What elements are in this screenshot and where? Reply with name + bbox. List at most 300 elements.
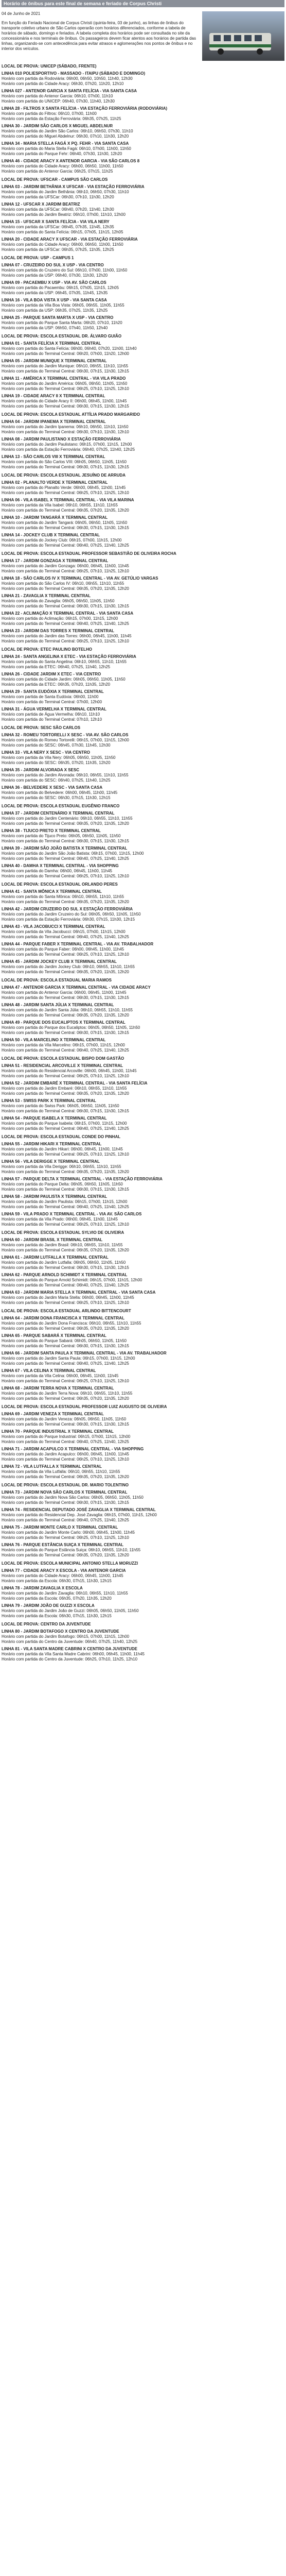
- bus-line: [2, 280, 284, 296]
- schedule-row: Horário com partida do Terminal Central: 06h30, 07h10, 11h30, 12h10: [2, 430, 129, 434]
- bus-line: [2, 141, 284, 157]
- bus-line: [2, 1568, 284, 1584]
- schedule-row: Horário com partida do Terminal Central: 06h25, 07h10, 11h25, 12h10: [2, 1379, 129, 1383]
- section-title: LOCAL DE PROVA: UNICEP (SÁBADO, FRENTE): [2, 64, 97, 69]
- bus-line: [2, 1038, 284, 1053]
- schedule-row: Horário com partida do Parque Isabela: 06h15, 07h00, 11h15, 12h00: [2, 1121, 127, 1126]
- bus-line-name: LINHA 29 - SANTA EUDÓXIA X TERMINAL CENTRAL: [2, 689, 104, 694]
- bus-line: [2, 750, 284, 766]
- bus-wheel: [257, 48, 263, 55]
- bus-wheel: [218, 48, 224, 55]
- bus-line: [2, 907, 284, 922]
- schedule-row: Horário com partida do Jardim Veneza: 06h05, 06h50, 11h05, 11h50: [2, 1417, 127, 1421]
- bus-line: [2, 1490, 284, 1505]
- schedule-row: Horário com partida do Terminal Central: 06h25, 07h10, 11h25, 12h10: [2, 639, 129, 643]
- schedule-row: Horário com partida do Miguel Abdelnur: 06h30, 07h10, 11h30, 12h20: [2, 134, 129, 139]
- bus-line-name: LINHA 44 - PARQUE FABER X TERMINAL CENTRAL - VIA AV. TRABALHADOR: [2, 942, 154, 946]
- schedule-row: Horário com partida do Parque Faber: 06h00, 06h45, 11h00, 11h45: [2, 947, 124, 952]
- schedule-row: Horário com partida do Jardim Santa Júlia: 06h10, 06h55, 11h10, 11h55: [2, 1008, 133, 1012]
- bus-line-name: LINHA 66 - JARDIM SANTA PAULA X TERMINAL CENTRAL - VIA AV. TRABALHADOR: [2, 1351, 167, 1355]
- bus-line-name: LINHA 39 - JARDIM SÃO JOÃO BATISTA X TERMINAL CENTRAL: [2, 846, 128, 851]
- schedule-row: Horário com partida do Planalto Verde: 06h00, 06h45, 11h00, 11h45: [2, 485, 126, 490]
- schedule-row: Horário com partida da Estação Ferroviária: 06h40, 07h25, 11h40, 12h25: [2, 447, 135, 452]
- bus-line-name: LINHA 07 - CRUZEIRO DO SUL X USP - VIA CENTRO: [2, 263, 104, 267]
- schedule-row: Horário com partida do Cidade Jardim: 06h05, 06h50, 11h05, 11h50: [2, 677, 126, 682]
- bus-line: [2, 480, 284, 496]
- bus-line-name: LINHA 49 - PARQUE DOS EUCALIPTOS X TERMINAL CENTRAL: [2, 1020, 126, 1025]
- schedule-row: Horário com partida do Jardim São Carlos: 06h10, 06h50, 07h30, 11h10: [2, 129, 133, 133]
- bus-line: [2, 341, 284, 357]
- bus-line: [2, 202, 284, 217]
- bus-line: [2, 828, 284, 844]
- schedule-row: Horário com partida da Vila Isabel: 06h10, 06h55, 11h10, 11h55: [2, 503, 118, 507]
- bus-line-name: LINHA 027 - ANTENOR GARCIA X SANTA FELÍCIA - VIA SANTA CASA: [2, 89, 137, 93]
- schedule-row: Horário com partida do Jardim Embaré: 06h10, 06h55, 11h10, 11h55: [2, 1086, 127, 1091]
- schedule-row: Horário com partida do Parque Industrial: 06h15, 07h00, 11h15, 12h00: [2, 1434, 131, 1439]
- schedule-row: Horário com partida do Terminal Central: 06h30, 07h15, 11h30, 12h15: [2, 1265, 129, 1270]
- section-title: LOCAL DE PROVA: ETEC PAULINO BOTELHO: [2, 647, 93, 652]
- bus-window: [244, 35, 252, 41]
- schedule-row: Horário com partida do Jardim Bethânia: 06h10, 06h50, 07h30, 11h10: [2, 190, 129, 194]
- bus-line: [2, 454, 284, 470]
- schedule-row: Horário com partida do SESC: 06h45, 07h30, 11h45, 12h30: [2, 743, 111, 748]
- bus-line: [2, 1464, 284, 1480]
- bus-line-name: LINHA 12 - UFSCAR X JARDIM BEATRIZ: [2, 202, 80, 207]
- bus-line: [2, 359, 284, 374]
- bus-line-name: LINHA 13 - SÃO CARLOS VIII X TERMINAL CENTRAL: [2, 454, 105, 459]
- schedule-row: Horário com partida do Terminal Central: 06h35, 07h20, 11h35, 12h20: [2, 1248, 129, 1252]
- schedule-row: Horário com partida do Terminal Central: 06h30, 07h15, 11h30, 12h15: [2, 1030, 129, 1035]
- intro-paragraph: Em função do Feriado Nacional de Corpus Christi (quinta-feira, 03 de junho), as linhas de ônibus do transporte coletivo urbano de São Carlos operarão com horários diferenciados, conforme a tabela de horários de sábado, domingo e feriados. A tabela completa dos horários pode ser consultada no site da concessionária e nos terminais de ônibus. Os passageiros devem ficar atentos aos horários de partida das linhas, organizando-se com antecedência para evitar atrasos e aglomerações nos pontos de ônibus e no interior dos veículos.: [2, 21, 196, 51]
- schedule-row: Horário com partida do Jardim Munique: 06h10, 06h55, 11h10, 11h55: [2, 364, 129, 368]
- bus-line-name: LINHA 57 - PARQUE DELTA X TERMINAL CENTRAL - VIA ESTAÇÃO FERROVIÁRIA: [2, 1177, 163, 1181]
- schedule-row: Horário com partida do Terminal Central: 07h10, 12h10: [2, 717, 102, 722]
- schedule-row: Horário com partida do Terminal Central: 06h40, 07h25, 11h40, 12h25: [2, 1048, 129, 1053]
- schedule-row: Horário com partida do Terminal Central: 06h40, 07h25, 11h40, 12h25: [2, 1361, 129, 1366]
- bus-line: [2, 576, 284, 591]
- schedule-row: Horário com partida do Jardim Jockey Club: 06h10, 06h55, 11h10, 11h55: [2, 964, 135, 969]
- schedule-row: Horário com partida do Terminal Central: 06h30, 07h15, 11h30, 12h15: [2, 1109, 129, 1113]
- bus-line: [2, 924, 284, 940]
- schedule-row: Horário com partida do Jardim Dona Francisca: 06h10, 06h55, 11h10, 11h55: [2, 1321, 141, 1326]
- bus-line-name: LINHA 24 - SANTA ANGELINA X ETEC - VIA ESTAÇÃO FERROVIÁRIA: [2, 654, 136, 659]
- bus-line: [2, 985, 284, 1001]
- bus-line: [2, 1412, 284, 1427]
- schedule-row: Horário com partida do Parque Estância Suiça: 06h10, 06h55, 11h10, 11h55: [2, 1548, 141, 1552]
- bus-line: [2, 1142, 284, 1157]
- schedule-row: Horário com partida do UNICEP: 06h40, 07h30, 11h40, 12h30: [2, 99, 115, 104]
- schedule-row: Horário com partida do Santa Felícia: 06h15, 07h05, 11h15, 12h05: [2, 230, 123, 234]
- bus-line: [2, 1290, 284, 1306]
- bus-line: [2, 376, 284, 392]
- schedule-row: Horário com partida do Jardim Santa Paula: 06h15, 07h00, 11h15, 12h00: [2, 1356, 135, 1361]
- schedule-row: Horário com partida do Terminal Central: 06h35, 07h20, 11h35, 12h20: [2, 1396, 129, 1401]
- bus-line: [2, 159, 284, 174]
- schedule-row: Horário com partida do Swiss Park: 06h05, 06h50, 11h05, 11h50: [2, 1104, 119, 1108]
- schedule-row: Horário com partida da USP: 06h45, 07h35, 11h45, 12h35: [2, 291, 108, 295]
- bus-line: [2, 437, 284, 452]
- schedule-row: Horário com partida do Parque Fehr: 06h40, 07h30, 11h30, 12h20: [2, 151, 122, 156]
- schedule-row: Horário com partida do Terminal Central: 06h20, 07h00, 11h20, 12h00: [2, 351, 129, 356]
- schedule-row: Horário com partida da USP: 06h40, 07h30, 11h30, 12h20: [2, 273, 108, 278]
- section-title: LOCAL DE PROVA: SESC SÃO CARLOS: [2, 725, 81, 730]
- schedule-row: Horário com partida do Cidade Aracy: 06h30, 07h20, 11h20, 12h10: [2, 81, 124, 86]
- bus-line: [2, 1194, 284, 1210]
- bus-line: [2, 498, 284, 513]
- bus-line: [2, 959, 284, 975]
- schedule-row: Horário com partida do Terminal Central: 06h40, 07h25, 11h40, 12h25: [2, 1439, 129, 1444]
- bus-line: [2, 1507, 284, 1523]
- schedule-row: Horário com partida do Jardim América: 06h05, 06h50, 11h05, 11h50: [2, 381, 128, 386]
- schedule-row: Horário com partida do Terminal Central: 06h30, 07h15, 11h30, 12h15: [2, 1422, 129, 1427]
- bus-line-name: LINHA 42 - JARDIM CRUZEIRO DO SUL X ESTAÇÃO FERROVIÁRIA: [2, 907, 133, 911]
- schedule-row: Horário com partida do Terminal Central: 06h25, 07h10, 11h25, 12h10: [2, 1222, 129, 1227]
- bus-line-name: LINHA 37 - JARDIM CENTENÁRIO X TERMINAL CENTRAL: [2, 811, 115, 816]
- schedule-row: Horário com partida do Jardim Zavaglia: 06h10, 06h55, 11h10, 11h55: [2, 1591, 128, 1596]
- bus-line-name: LINHA 16 - VILA BOA VISTA X USP - VIA SANTA CASA: [2, 298, 107, 302]
- bus-line: [2, 1447, 284, 1462]
- schedule-row: Horário com partida do Terminal Central: 06h25, 07h10, 11h25, 12h10: [2, 874, 129, 878]
- schedule-row: Horário com partida do Jardim Hikari: 06h00, 06h45, 11h00, 11h45: [2, 1147, 123, 1151]
- section-title: LOCAL DE PROVA: ESCOLA ESTADUAL CONDE DO PINHAL: [2, 1134, 121, 1139]
- bus-line: [2, 1603, 284, 1619]
- schedule-row: Horário com partida do Residencial Dep. José Zavaglia: 06h15, 07h00, 11h15, 12h00: [2, 1513, 157, 1517]
- bus-line: [2, 1003, 284, 1018]
- schedule-row: Horário com partida da ETEC: 06h35, 07h20, 11h35, 12h20: [2, 682, 111, 687]
- bus-line-name: LINHA 35 - JARDIM ALVORADA X SESC: [2, 768, 79, 772]
- bus-line-name: LINHA 74 - RESIDENCIAL DEPUTADO JOSÉ ZAVAGLIA X TERMINAL CENTRAL: [2, 1507, 156, 1512]
- bus-line: [2, 1159, 284, 1175]
- bus-line-name: LINHA 15 - UFSCAR X SANTA FELÍCIA - VIA VILA NERY: [2, 219, 110, 224]
- schedule-row: Horário com partida do Terminal Central: 06h40, 07h25, 11h40, 12h25: [2, 1205, 129, 1209]
- bus-line-name: LINHA 53 - SWISS PARK X TERMINAL CENTRAL: [2, 1098, 96, 1103]
- schedule-row: Horário com partida da USP: 06h35, 07h25, 11h35, 12h25: [2, 308, 108, 313]
- schedule-row: Horário com partida do Terminal Central: 06h30, 07h15, 11h30, 12h15: [2, 995, 129, 1000]
- schedule-row: Horário com partida do Terminal Central: 06h40, 07h25, 11h40, 12h25: [2, 543, 129, 548]
- schedule-row: Horário com partida do Zavaglia: 06h05, 06h50, 11h05, 11h50: [2, 599, 115, 603]
- bus-line-name: LINHA 08 - JARDIM PAULISTANO X ESTAÇÃO FERROVIÁRIA: [2, 437, 121, 442]
- schedule-row: Horário com partida do Terminal Central: 06h25, 07h10, 11h25, 12h10: [2, 1457, 129, 1462]
- bus-line-name: LINHA 10 - JARDIM TANGARÁ X TERMINAL CENTRAL: [2, 515, 108, 520]
- schedule-row: Horário com partida do Jardim Lutfalla: 06h05, 06h50, 11h05, 11h50: [2, 1260, 126, 1265]
- bus-line-name: LINHA 51 - RESIDENCIAL ARCOVILLE X TERMINAL CENTRAL: [2, 1063, 123, 1068]
- bus-line-name: LINHA 41 - SANTA MÔNICA X TERMINAL CENTRAL: [2, 889, 102, 894]
- schedule-row: Horário com partida do SESC: 06h40, 07h25, 11h40, 12h25: [2, 778, 111, 783]
- bus-line-name: LINHA 45 - JARDIM JOCKEY CLUB X TERMINAL CENTRAL: [2, 959, 117, 964]
- schedule-row: Horário com partida do Parque Sabará: 06h05, 06h50, 11h05, 11h50: [2, 1338, 127, 1343]
- bus-line-name: LINHA 23 - JARDIM DAS TORRES X TERMINAL CENTRAL: [2, 629, 114, 633]
- bus-line: [2, 1081, 284, 1096]
- bus-line-name: LINHA 46 - CIDADE ARACY X ANTENOR GARCIA - VIA SÃO CARLOS 8: [2, 159, 140, 163]
- section-title: LOCAL DE PROVA: ESCOLA ESTADUAL MARIA RAMOS: [2, 978, 112, 982]
- bus-line: [2, 89, 284, 104]
- bus-line: [2, 863, 284, 879]
- schedule-row: Horário com partida do Terminal Central: 06h35, 07h20, 11h35, 12h20: [2, 1013, 129, 1018]
- schedule-row: Horário com partida do Jardim das Torres: 06h00, 06h45, 11h00, 11h45: [2, 634, 132, 638]
- schedule-row: Horário com partida do Jardim Centenário: 06h10, 06h55, 11h10, 11h55: [2, 816, 133, 821]
- schedule-row: Horário com partida da UFSCar: 06h40, 07h20, 11h40, 12h30: [2, 207, 114, 212]
- page-title: Horário de ônibus para este final de semana e feriado de Corpus Christi: [2, 0, 284, 7]
- schedule-row: Horário com partida do Terminal Central: 06h30, 07h15, 11h30, 12h15: [2, 465, 129, 469]
- bus-line-name: LINHA 54 - PARQUE ISABELA X TERMINAL CENTRAL: [2, 1116, 107, 1121]
- bus-line-name: LINHA 26 - CIDADE JARDIM X ETEC - VIA CENTRO: [2, 672, 101, 676]
- schedule-row: Horário com partida do Terminal Central: 06h30, 07h15, 11h30, 12h15: [2, 839, 129, 843]
- section-title: LOCAL DE PROVA: ESCOLA ESTADUAL ATTÍLIA PRADO MARGARIDO: [2, 412, 140, 417]
- schedule-row: Horário com partida do Terminal Central: 06h35, 07h20, 11h35, 12h20: [2, 1553, 129, 1557]
- schedule-row: Horário com partida da Escola: 06h35, 07h20, 11h35, 12h20: [2, 1596, 112, 1601]
- bus-line: [2, 811, 284, 826]
- bus-line-name: LINHA 72 - VILA LUTFALLA X TERMINAL CENTRAL: [2, 1464, 102, 1469]
- section-title: LOCAL DE PROVA: ESCOLA MUNICIPAL ANTONIO STELLA MORUZZI: [2, 1561, 138, 1566]
- bus-line-name: LINHA 06 - VILA ISABEL X TERMINAL CENTRAL - VIA VILA MARINA: [2, 498, 134, 502]
- schedule-row: Horário com partida do Belvedere: 06h00, 06h45, 11h00, 11h45: [2, 790, 118, 795]
- schedule-row: Horário com partida do Centro da Juventude: 06h40, 07h25, 11h40, 12h25: [2, 1639, 138, 1644]
- bus-line: [2, 1273, 284, 1288]
- schedule-row: Horário com partida do Terminal Central: 06h25, 07h10, 11h25, 12h10: [2, 1300, 129, 1305]
- schedule-row: Horário com partida da Estação Ferroviária: 06h30, 07h15, 11h30, 12h15: [2, 917, 135, 922]
- schedule-row: Horário com partida do Jardim Botafogo: 06h15, 07h00, 11h15, 12h00: [2, 1634, 130, 1639]
- bus-line: [2, 1333, 284, 1349]
- bus-line: [2, 942, 284, 957]
- schedule-row: Horário com partida do Terminal Central: 06h35, 07h20, 11h35, 12h20: [2, 1091, 129, 1096]
- bus-line-name: LINHA 64 - JARDIM DONA FRANCISCA X TERMINAL CENTRAL: [2, 1316, 124, 1320]
- schedule-row: Horário com partida do SESC: 06h35, 07h20, 11h35, 12h20: [2, 760, 111, 765]
- bus-line: [2, 219, 284, 235]
- bus-line: [2, 1116, 284, 1131]
- bus-line: [2, 1525, 284, 1540]
- schedule-row: Horário com partida do Damha: 06h00, 06h45, 11h00, 11h45: [2, 869, 112, 873]
- bus-line-name: LINHA 59 - VILA PRADO X TERMINAL CENTRAL - VIA AV. SÃO CARLOS: [2, 1212, 142, 1216]
- bus-line-name: LINHA 32 - ROMEU TORTORELLI X SESC - VIA AV. SÃO CARLOS: [2, 733, 129, 737]
- section-title: LOCAL DE PROVA: UFSCAR - CAMPUS SÃO CARLOS: [2, 177, 108, 182]
- bus-line: [2, 1629, 284, 1645]
- schedule-row: Horário com partida da Vila Santa Madre Cabrini: 06h00, 06h45, 11h00, 11h45: [2, 1652, 145, 1656]
- schedule-row: Horário com partida do Terminal Central: 06h35, 07h20, 11h35, 12h20: [2, 586, 129, 591]
- schedule-row: Horário com partida do Tijuco Preto: 06h05, 06h50, 11h05, 11h50: [2, 834, 121, 838]
- schedule-row: Horário com partida do Terminal Central: 06h30, 07h15, 11h30, 12h15: [2, 604, 129, 608]
- schedule-row: Horário com partida do Cidade Aracy: 06h00, 06h50, 11h00, 11h50: [2, 164, 123, 168]
- bus-line-name: LINHA 010 POLIESPORTIVO - MASSADO - ITAIPU (SÁBADO E DOMINGO): [2, 71, 146, 76]
- bus-line: [2, 1351, 284, 1366]
- bus-line-name: LINHA 21 - ZAVAGLIA X TERMINAL CENTRAL: [2, 594, 91, 598]
- schedule-row: Horário com partida do Maria Stella Fagá: 06h10, 07h00, 11h00, 11h50: [2, 146, 131, 151]
- schedule-row: Horário com partida do Jockey Club: 06h15, 07h00, 11h15, 12h00: [2, 538, 122, 543]
- bus-line-name: LINHA 03 - JARDIM BETHÂNIA X UFSCAR - VIA ESTAÇÃO FERROVIÁRIA: [2, 184, 145, 189]
- schedule-row: Horário com partida do Terminal Central: 06h35, 07h20, 11h35, 12h20: [2, 508, 129, 513]
- schedule-row: Horário com partida do Terminal Central: 06h35, 07h20, 11h35, 12h20: [2, 821, 129, 826]
- section-title: LOCAL DE PROVA: ESCOLA ESTADUAL DR. ÁLVARO GUIÃO: [2, 334, 122, 338]
- schedule-row: Horário com partida da Vila Marcelino: 06h15, 07h00, 11h15, 12h00: [2, 1043, 125, 1047]
- schedule-row: Horário com partida do São Carlos VIII: 06h05, 06h50, 11h05, 11h50: [2, 460, 127, 464]
- schedule-row: Horário com partida do Terminal Central: 06h25, 07h10, 11h25, 12h10: [2, 569, 129, 573]
- bus-line-name: LINHA 61 - JARDIM LUTFALLA X TERMINAL CENTRAL: [2, 1255, 109, 1260]
- schedule-row: Horário com partida do Terminal Central: 07h00, 12h00: [2, 700, 102, 704]
- schedule-row: Horário com partida do Terminal Central: 06h30, 07h15, 11h30, 12h15: [2, 369, 129, 374]
- bus-line: [2, 1098, 284, 1114]
- schedule-row: Horário com partida do Cidade Aracy: 06h00, 06h45, 11h00, 11h45: [2, 1573, 123, 1578]
- bus-window: [234, 35, 241, 41]
- schedule-row: Horário com partida do Parque Arnold Schimidt: 06h15, 07h00, 11h15, 12h00: [2, 1278, 142, 1282]
- bus-line-name: LINHA 65 - PARQUE SABARÁ X TERMINAL CENTRAL: [2, 1333, 106, 1338]
- schedule-row: Horário com partida do Jardim Brasil: 06h10, 06h55, 11h10, 11h55: [2, 1243, 123, 1247]
- schedule-row: Horário com partida do Cidade Aracy: 06h00, 06h50, 11h00, 11h50: [2, 242, 123, 247]
- schedule-row: Horário com partida do Terminal Central: 06h25, 07h10, 11h25, 12h10: [2, 490, 129, 495]
- schedule-row: Horário com partida do Terminal Central: 06h35, 07h20, 11h35, 12h20: [2, 1326, 129, 1331]
- bus-line: [2, 184, 284, 200]
- bus-line-name: LINHA 20 - CIDADE ARACY X UFSCAR - VIA ESTAÇÃO FERROVIÁRIA: [2, 237, 138, 242]
- bus-line: [2, 689, 284, 705]
- bus-line-name: LINHA 81 - VILA SANTA MADRE CABRINI X CENTRO DA JUVENTUDE: [2, 1647, 138, 1651]
- bus-line-name: LINHA 30 - JARDIM SÃO CARLOS X MIGUEL ABDELNUR: [2, 124, 113, 128]
- bus-line: [2, 1368, 284, 1384]
- bus-line-name: LINHA 19 - CIDADE ARACY II X TERMINAL CENTRAL: [2, 394, 105, 398]
- bus-line: [2, 237, 284, 252]
- schedule-row: Horário com partida do Terminal Central: 06h30, 07h15, 11h30, 12h15: [2, 1344, 129, 1348]
- bus-line-name: LINHA 43 - VILA JACOBUCCI X TERMINAL CENTRAL: [2, 924, 105, 929]
- bus-line-name: LINHA 80 - JARDIM BOTAFOGO X CENTRO DA JUVENTUDE: [2, 1629, 119, 1634]
- schedule-row: Horário com partida do SESC: 06h30, 07h15, 11h30, 12h15: [2, 795, 111, 800]
- bus-line: [2, 1212, 284, 1227]
- bus-line-name: LINHA 71 - JARDIM ACAPULCO X TERMINAL CENTRAL - VIA SHOPPING: [2, 1447, 144, 1451]
- section-title: LOCAL DE PROVA: ESCOLA ESTADUAL ORLANDO PERES: [2, 882, 118, 887]
- bus-line: [2, 768, 284, 783]
- schedule-row: Horário com partida do Jardim Ipanema: 06h10, 06h50, 11h10, 11h50: [2, 425, 129, 429]
- section-title: LOCAL DE PROVA: ESCOLA ESTADUAL EUGÊNIO FRANCO: [2, 804, 120, 808]
- schedule-row: Horário com partida do Terminal Central: 06h40, 07h25, 11h40, 12h25: [2, 1126, 129, 1131]
- schedule-row: Horário com partida do Terminal Central: 06h25, 07h10, 11h25, 12h10: [2, 952, 129, 957]
- bus-line-name: LINHA 36 - BELVEDERE X SESC - VIA SANTA CASA: [2, 785, 103, 790]
- schedule-row: Horário com partida da Vila Prado: 06h00, 06h45, 11h00, 11h45: [2, 1217, 118, 1222]
- bus-line: [2, 1177, 284, 1192]
- bus-line: [2, 594, 284, 609]
- bus-line: [2, 1429, 284, 1445]
- schedule-row: Horário com partida do Residencial Arcoville: 06h00, 06h45, 11h00, 11h45: [2, 1069, 137, 1073]
- bus-line-name: LINHA 05 - JARDIM MUNIQUE X TERMINAL CENTRAL: [2, 359, 107, 363]
- schedule-row: Horário com partida do Jardim Paulista: 06h15, 07h00, 11h15, 12h00: [2, 1199, 128, 1204]
- bus-line: [2, 1647, 284, 1662]
- section-title: LOCAL DE PROVA: CENTRO DA JUVENTUDE: [2, 1622, 91, 1626]
- schedule-row: Horário com partida do Terminal Central: 06h30, 07h15, 11h30, 12h15: [2, 526, 129, 530]
- schedule-row: Horário com partida da UFSCar: 06h35, 07h25, 11h35, 12h25: [2, 247, 114, 252]
- bus-line-name: LINHA 02 - PLANALTO VERDE X TERMINAL CENTRAL: [2, 480, 108, 485]
- bus-line: [2, 533, 284, 548]
- schedule-row: Horário com partida do Jardim Paulistano: 06h15, 07h00, 11h15, 12h00: [2, 442, 132, 447]
- bus-line-name: LINHA 01 - SANTA FELÍCIA X TERMINAL CENTRAL: [2, 341, 101, 346]
- bus-line: [2, 298, 284, 313]
- bus-line: [2, 785, 284, 801]
- schedule-row: Horário com partida do Terminal Central: 06h40, 07h25, 11h40, 12h25: [2, 1283, 129, 1287]
- bus-line-name: LINHA 48 - JARDIM SANTA JÚLIA X TERMINAL CENTRAL: [2, 1003, 114, 1007]
- bus-line: [2, 1586, 284, 1601]
- bus-line-name: LINHA 68 - JARDIM TERRA NOVA X TERMINAL CENTRAL: [2, 1386, 114, 1391]
- bus-line: [2, 629, 284, 644]
- schedule-row: Horário com partida do Jardim Cruzeiro do Sul: 06h05, 06h50, 11h05, 11h50: [2, 912, 141, 917]
- bus-line: [2, 106, 284, 122]
- schedule-row: Horário com partida da UFSCar: 06h45, 07h35, 11h45, 12h35: [2, 225, 114, 229]
- bus-line-name: LINHA 60 - JARDIM BRASIL X TERMINAL CENTRAL: [2, 1238, 103, 1242]
- bus-line-name: LINHA 25 - PARQUE SANTA MARTA X USP - VIA CENTRO: [2, 315, 114, 320]
- schedule-row: Horário com partida do Jardim Tangará: 06h05, 06h50, 11h05, 11h50: [2, 520, 128, 525]
- schedule-row: Horário com partida do Jardim Beatriz: 06h10, 07h00, 11h10, 12h00: [2, 212, 126, 217]
- bus-line: [2, 733, 284, 748]
- bus-line-name: LINHA 69 - JARDIM VENEZA X TERMINAL CENTRAL: [2, 1412, 104, 1416]
- schedule-row: Horário com partida do Terminal Central: 06h35, 07h20, 11h35, 12h20: [2, 970, 129, 974]
- section-title: LOCAL DE PROVA: ESCOLA ESTADUAL PROFESSOR SEBASTIÃO DE OLIVEIRA ROCHA: [2, 551, 176, 556]
- bus-line: [2, 1543, 284, 1558]
- schedule-row: Horário com partida do Terminal Central: 06h35, 07h20, 11h35, 12h20: [2, 1170, 129, 1174]
- bus-line-name: LINHA 67 - VILA CELINA X TERMINAL CENTRAL: [2, 1368, 96, 1373]
- section-title: LOCAL DE PROVA: ESCOLA ESTADUAL SYLVIO DE OLIVEIRA: [2, 1230, 124, 1235]
- sections-list: [2, 55, 284, 1662]
- bus-line: [2, 315, 284, 331]
- bus-line-name: LINHA 77 - CIDADE ARACY X ESCOLA - VIA ANTENOR GARCIA: [2, 1568, 126, 1573]
- bus-line-name: LINHA 14 - JOCKEY CLUB X TERMINAL CENTRAL: [2, 533, 100, 537]
- schedule-row: Horário com partida do Jardim Gonzaga: 06h00, 06h45, 11h00, 11h45: [2, 564, 129, 568]
- bus-line-name: LINHA 79 - JARDIM JOÃO DE GUZZI X ESCOLA: [2, 1603, 95, 1608]
- schedule-row: Horário com partida do Cruzeiro do Sul: 06h10, 07h00, 11h00, 11h50: [2, 268, 128, 273]
- schedule-row: Horário com partida do Terminal Central: 06h25, 07h10, 11h25, 12h10: [2, 1152, 129, 1157]
- schedule-row: Horário com partida da Vila Lutfalla: 06h10, 06h55, 11h10, 11h55: [2, 1469, 120, 1474]
- schedule-row: Horário com partida do Jardim Nova São Carlos: 06h05, 06h50, 11h05, 11h50: [2, 1495, 144, 1500]
- bus-line-name: LINHA 63 - JARDIM MARIA STELLA X TERMINAL CENTRAL - VIA SANTA CASA: [2, 1290, 156, 1295]
- schedule-row: Horário com partida do Terminal Central: 06h40, 07h25, 11h40, 12h25: [2, 935, 129, 939]
- bus-line: [2, 1020, 284, 1036]
- bus-line: [2, 558, 284, 574]
- schedule-row: Horário com partida da Vila Jacobucci: 06h15, 07h00, 11h15, 12h00: [2, 929, 126, 934]
- schedule-row: Horário com partida do Antenor Garcia: 06h10, 07h00, 11h10: [2, 94, 113, 98]
- section-title: LOCAL DE PROVA: ESCOLA ESTADUAL BISPO DOM GASTÃO: [2, 1056, 124, 1061]
- schedule-row: Horário com partida da Vila Derigge: 06h10, 06h55, 11h10, 11h55: [2, 1164, 121, 1169]
- bus-line-name: LINHA 75 - JARDIM MONTE CARLO X TERMINAL CENTRAL: [2, 1525, 118, 1530]
- schedule-row: Horário com partida do Santa Angelina: 06h10, 06h55, 11h10, 11h55: [2, 659, 127, 664]
- schedule-row: Horário com partida da UFSCar: 06h30, 07h10, 11h30, 12h20: [2, 195, 114, 199]
- bus-line: [2, 707, 284, 722]
- schedule-row: Horário com partida do Antenor Garcia: 06h00, 06h45, 11h00, 11h45: [2, 990, 127, 995]
- schedule-row: Horário com partida da Escola: 06h30, 07h15, 11h30, 12h15: [2, 1579, 112, 1583]
- schedule-row: Horário com partida da Vila Celina: 06h00, 06h45, 11h00, 11h45: [2, 1374, 119, 1378]
- bus-line-name: LINHA 50 - VILA MARCELINO X TERMINAL CENTRAL: [2, 1038, 106, 1042]
- bus-line: [2, 1063, 284, 1079]
- bus-photo: [202, 11, 284, 61]
- bus-line: [2, 1255, 284, 1270]
- schedule-row: Horário com partida do Jardim Monte Carlo: 06h00, 06h45, 11h00, 11h45: [2, 1530, 135, 1535]
- bus-window: [213, 35, 221, 41]
- schedule-row: Horário com partida do Terminal Central: 06h30, 07h15, 11h30, 12h15: [2, 404, 129, 409]
- schedule-row: Horário com partida do Terminal Central: 06h30, 07h15, 11h30, 12h15: [2, 1500, 129, 1505]
- schedule-row: Horário com partida do Terminal Central: 06h40, 07h25, 11h40, 12h25: [2, 1518, 129, 1522]
- bus-line: [2, 71, 284, 87]
- bus-line-name: LINHA 47 - ANTENOR GARCIA X TERMINAL CENTRAL - VIA CIDADE ARACY: [2, 985, 151, 990]
- bus-line: [2, 846, 284, 861]
- bus-line-name: LINHA 11 - AMÉRICA X TERMINAL CENTRAL - VIA VILA PRADO: [2, 376, 126, 381]
- schedule-row: Horário com partida do Santa Felícia: 06h00, 06h40, 07h20, 11h00, 11h40: [2, 346, 137, 351]
- section-title: LOCAL DE PROVA: ESCOLA ESTADUAL PROFESSOR LUIZ AUGUSTO DE OLIVEIRA: [2, 1404, 167, 1409]
- bus-line-name: LINHA 22 - ACLIMAÇÃO X TERMINAL CENTRAL - VIA SANTA CASA: [2, 611, 134, 616]
- schedule-row: Horário com partida do Terminal Central: 06h40, 07h25, 11h40, 12h25: [2, 856, 129, 861]
- section-title: LOCAL DE PROVA: ESCOLA ESTADUAL ARLINDO BITTENCOURT: [2, 1309, 131, 1313]
- schedule-row: Horário com partida do Jardim João de Guzzi: 06h05, 06h50, 11h05, 11h50: [2, 1608, 139, 1613]
- schedule-row: Horário com partida do Jardim São João Batista: 06h15, 07h00, 11h15, 12h00: [2, 851, 144, 856]
- schedule-row: Horário com partida do Terminal Central: 06h25, 07h10, 11h25, 12h10: [2, 386, 129, 391]
- bus-line-name: LINHA 28 - FILTROS X SANTA FELÍCIA - VIA ESTAÇÃO FERROVIÁRIA (RODOVIÁRIA): [2, 106, 168, 111]
- section-title: LOCAL DE PROVA: ESCOLA ESTADUAL DR. MARIO TOLENTINO: [2, 1483, 129, 1487]
- bus-window: [224, 35, 231, 41]
- bus-line-name: LINHA 70 - PARQUE INDUSTRIAL X TERMINAL CENTRAL: [2, 1429, 114, 1434]
- schedule-row: Horário com partida do Terminal Central: 06h35, 07h20, 11h35, 12h20: [2, 1475, 129, 1479]
- schedule-row: Horário com partida do Romeu Tortorelli: 06h15, 07h00, 11h15, 12h00: [2, 738, 129, 742]
- schedule-row: Horário com partida do Terminal Central: 06h35, 07h20, 11h35, 12h20: [2, 900, 129, 904]
- bus-line-name: LINHA 58 - JARDIM PAULISTA X TERMINAL CENTRAL: [2, 1194, 108, 1199]
